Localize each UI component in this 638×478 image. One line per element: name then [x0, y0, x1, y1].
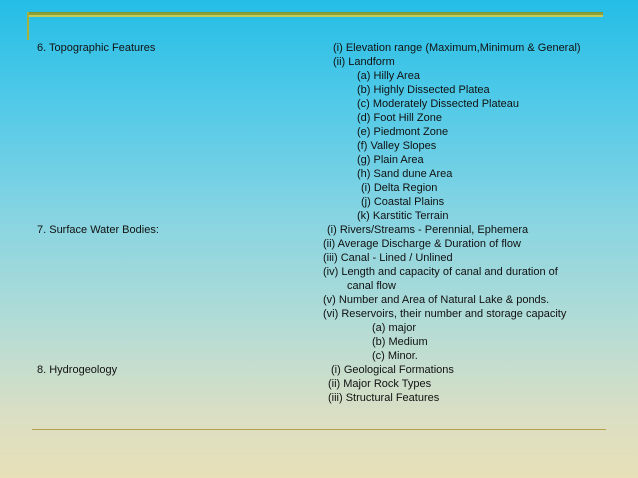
- list-item-continuation: canal flow: [347, 280, 396, 292]
- list-item: (vi) Reservoirs, their number and storage capacity: [323, 308, 567, 320]
- top-rule-edge: [27, 12, 603, 13]
- section-heading-surface-water: 7. Surface Water Bodies:: [37, 224, 159, 236]
- list-item: (c) Moderately Dissected Plateau: [357, 98, 520, 110]
- section-heading-topographic: 6. Topographic Features: [37, 42, 156, 54]
- list-item: (a) Hilly Area: [357, 70, 420, 82]
- list-item: (i) Geological Formations: [331, 364, 454, 376]
- list-item: (b) Medium: [372, 336, 428, 348]
- list-item: (i) Delta Region: [361, 182, 438, 194]
- list-item: (d) Foot Hill Zone: [357, 112, 442, 124]
- list-item: (i) Rivers/Streams - Perennial, Ephemera: [327, 224, 529, 236]
- section-heading-hydrogeology: 8. Hydrogeology: [37, 364, 118, 376]
- list-item: (c) Minor.: [372, 350, 418, 362]
- bottom-divider: [32, 429, 606, 430]
- list-item: (ii) Major Rock Types: [328, 378, 432, 390]
- list-item: (iii) Structural Features: [328, 392, 440, 404]
- list-item: (i) Elevation range (Maximum,Minimum & General): [333, 42, 581, 54]
- list-item: (b) Highly Dissected Platea: [357, 84, 490, 96]
- list-item: (ii) Average Discharge & Duration of flow: [323, 238, 521, 250]
- list-item: (h) Sand dune Area: [357, 168, 453, 180]
- list-item: (e) Piedmont Zone: [357, 126, 449, 138]
- left-accent-rule: [27, 12, 29, 40]
- list-item: (f) Valley Slopes: [357, 140, 437, 152]
- list-item: (j) Coastal Plains: [361, 196, 445, 208]
- list-item: (iv) Length and capacity of canal and duration of: [323, 266, 558, 278]
- list-item: (k) Karstitic Terrain: [357, 210, 449, 222]
- list-item: (iii) Canal - Lined / Unlined: [323, 252, 453, 264]
- list-item: (ii) Landform: [333, 56, 395, 68]
- list-item: (a) major: [372, 322, 417, 334]
- top-decorative-rule: [27, 13, 603, 17]
- list-item: (v) Number and Area of Natural Lake & ponds.: [323, 294, 550, 306]
- list-item: (g) Plain Area: [357, 154, 424, 166]
